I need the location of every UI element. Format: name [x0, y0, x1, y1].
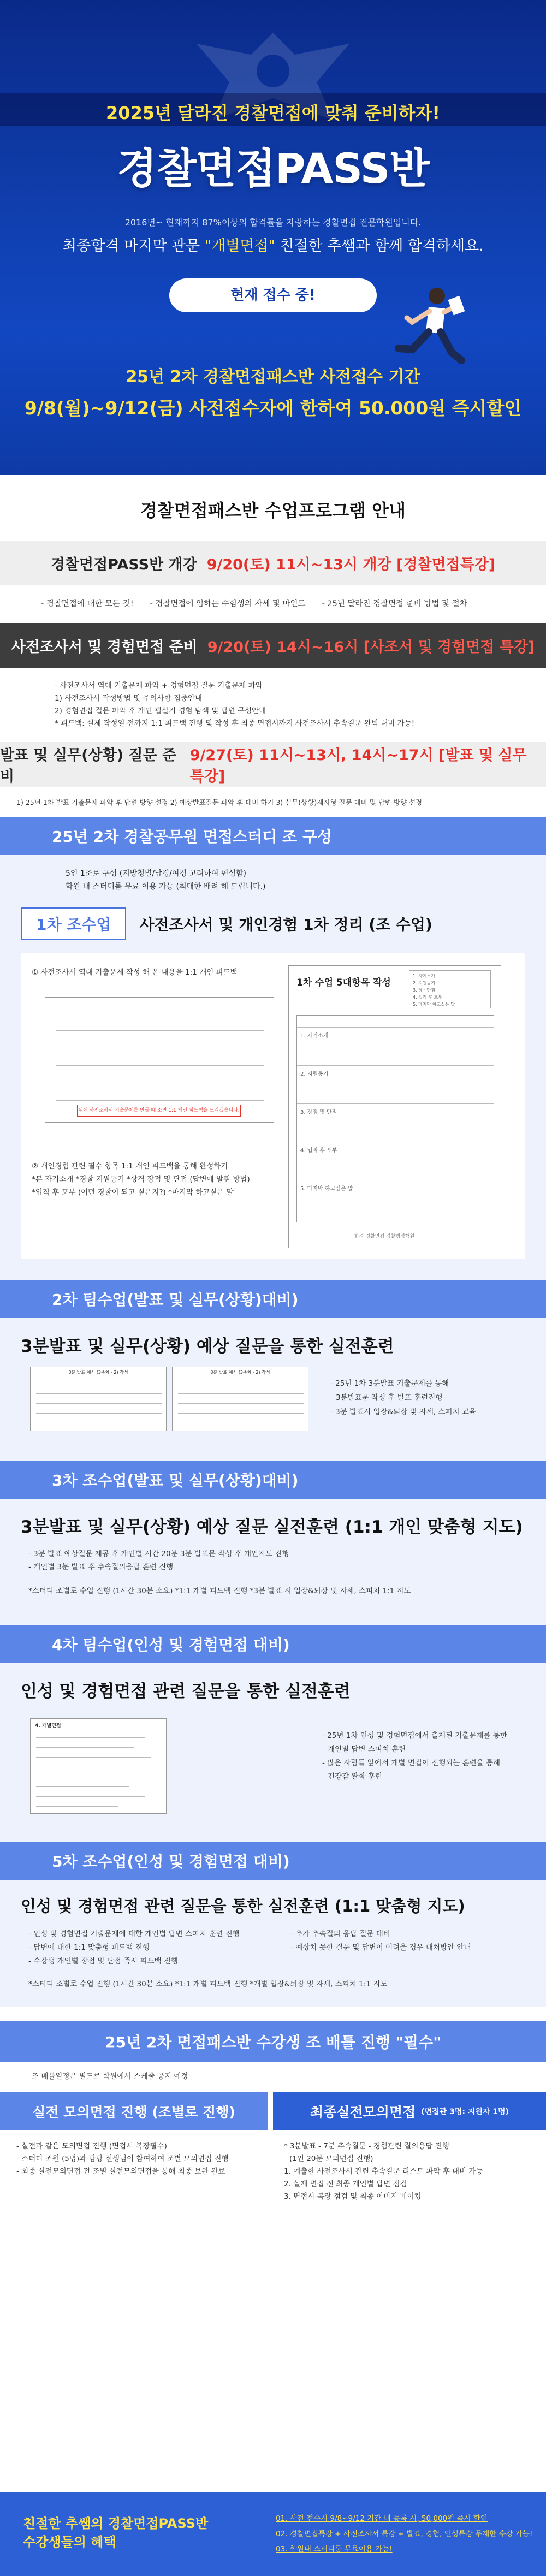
promo-period: 25년 2차 경찰면접패스반 사전접수 기간 [126, 367, 420, 387]
list-item: - 인성 및 경험면접 기출문제에 대한 개인별 답변 스피치 훈련 진행 [28, 1930, 240, 1938]
mock-right-note: (면접관 3명: 지원자 1명) [421, 2108, 509, 2116]
class-4-content [0, 1702, 546, 1833]
list-item: 긴장감 완화 훈련 [328, 1772, 382, 1781]
list-item: 3. 면접시 복장 점검 및 최종 이미지 메이킹 [284, 2192, 422, 2201]
list-item: (1인 20분 모의면접 진행) [289, 2154, 373, 2163]
table-row: 4. 입직 후 포부 [297, 1142, 494, 1180]
list-item: - 25년 달라진 경찰면접 준비 방법 및 절차 [322, 600, 467, 608]
benefits-title-2: 수강생들의 혜택 [23, 2535, 116, 2550]
table-row: 1. 자기소개 [297, 1028, 494, 1066]
mock-right-title: 최종실전모의면접 [310, 2104, 416, 2120]
class-4-title: 인성 및 경험면접 관련 질문을 통한 실전훈련 [21, 1682, 351, 1701]
tagline-highlight: "개별면접" [204, 238, 275, 254]
list-item: - 예상치 못한 질문 및 답변이 어려울 경우 대처방안 안내 [290, 1943, 471, 1952]
list-item: - 경찰면접에 임하는 수험생의 자세 및 마인드 [150, 600, 306, 608]
class-2-content [0, 1357, 546, 1444]
class-1-title: 사전조사서 및 개인경험 1차 정리 (조 수업) [139, 916, 432, 934]
list-item: 학원 내 스터디룸 무료 이용 가능 (최대한 배려 해 드립니다.) [66, 882, 266, 891]
class-1-p2 [32, 1160, 272, 1199]
class-1-tag: 1차 조수업 [21, 907, 126, 940]
list-item: - 최종 실전모의면접 전 조별 실전모의면접을 통해 최종 보완 완료 [16, 2167, 225, 2176]
list-item: *입직 후 포부 (어떤 경찰이 되고 싶은지?) *마지막 하고싶은 말 [32, 1188, 234, 1197]
step-3-date: 9/27(토) 11시~13시, 14시~17시 [발표 및 실무 특강] [189, 747, 527, 785]
list-item: 1) 사전조사서 작성방법 및 주의사항 집중안내 [55, 694, 203, 703]
list-item: 2) 경험면접 질문 파악 후 개인 필살기 경험 탐색 및 답변 구성안내 [55, 707, 266, 715]
list-item: - 추가 추속질의 응답 질문 대비 [290, 1930, 390, 1938]
form-table [296, 1015, 494, 1222]
benefits-title-1: 친절한 추쌤의 경찰면접PASS반 [23, 2516, 209, 2531]
study-lines [0, 855, 546, 893]
hero-headline: 2025년 달라진 경찰면접에 맞춰 준비하자! [106, 103, 440, 123]
list-item: 02. 경찰면접특강 + 사전조사서 특강 + 발표, 경험, 인성특강 무제한 수강 가능! [276, 2530, 533, 2538]
academy-logo: 한경 경찰면접 경찰행정학원 [354, 1234, 415, 1239]
benefits-section [0, 2492, 546, 2576]
mock-interview-details [0, 2130, 546, 2203]
step-2-bullets [0, 668, 546, 742]
interview-doc [30, 1718, 167, 1814]
speech-doc-2 [172, 1367, 308, 1431]
list-item: - 개인별 3분 발표 후 추속질의응답 훈련 진행 [28, 1563, 174, 1571]
apply-now-button[interactable]: 현재 접수 중! [169, 278, 377, 312]
mock-interview-headers [0, 2092, 546, 2130]
doc-header: 4. 개별면접 [35, 1723, 61, 1729]
list-item: 4. 입직 후 포부 [413, 995, 442, 1000]
class-1-p1: ① 사전조사서 역대 기출문제 작성 해 온 내용을 1:1 개인 피드백 [32, 968, 238, 977]
step-1-label: 경찰면접PASS반 개강 [50, 556, 197, 573]
form-title: 1차 수업 5대항목 작성 [296, 977, 391, 988]
list-item: - 25년 1차 3분발표 기출문제를 통해 [330, 1379, 449, 1388]
list-item: 2. 실제 면접 전 최종 개인별 답변 점검 [284, 2180, 407, 2188]
class-5-title: 인성 및 경험면접 관련 질문을 통한 실전훈련 (1:1 맞춤형 지도) [21, 1897, 465, 1915]
step-2-label: 사전조사서 및 경험면접 준비 [11, 638, 198, 656]
class-5-bar: 5차 조수업(인성 및 경험면접 대비) [0, 1842, 546, 1880]
hero-tagline [0, 234, 546, 255]
step-3-bullets [0, 787, 546, 817]
list-item: 1) 25년 1차 발표 기출문제 파악 후 답변 방향 설정 2) 예상발표질문 파악 후 대비 하기 3) 실무(상황)제시형 질문 대비 및 답변 방향 설정 [16, 798, 423, 806]
list-item: - 스터디 조원 (5명)과 담당 선생님이 참여하여 조별 모의면접 진행 [16, 2154, 229, 2163]
survey-red-note: 위에 사전조사서 기출문제를 만들 때 소면 1:1 개인 피드백을 드리겠습니다. [77, 1105, 241, 1117]
class-5-lines [0, 1916, 546, 1968]
class-1-card [21, 953, 525, 1259]
program-step-3 [0, 742, 546, 787]
class-4-bar: 4차 팀수업(인성 및 경험면접 대비) [0, 1625, 546, 1663]
list-item: 5. 마지막 하고싶은 말 [413, 1002, 455, 1007]
list-item: 5인 1조로 구성 (지방청별/남경/여경 고려하여 편성함) [66, 869, 246, 878]
list-item: 3분발표문 작성 후 발표 훈련진행 [336, 1393, 443, 1402]
class-3-title: 3분발표 및 실무(상황) 예상 질문 실전훈련 (1:1 개인 맞춤형 지도) [21, 1517, 523, 1537]
table-row: 5. 마지막 하고싶은 말 [300, 1186, 353, 1192]
list-item: - 수강생 개인별 장점 및 단점 즉시 피드백 진행 [28, 1957, 178, 1966]
list-item: - 답변에 대한 1:1 맞춤형 피드백 진행 [28, 1943, 150, 1952]
battle-bar: 25년 2차 면접패스반 수강생 조 배틀 진행 "필수" [0, 2021, 546, 2062]
tagline-part-a: 최종합격 마지막 관문 [62, 238, 200, 254]
tagline-part-b: 친절한 추쌤과 함께 합격하세요. [280, 238, 484, 254]
step-1-bullets [0, 585, 546, 623]
list-item: - 많은 사람들 앞에서 개별 면접이 진행되는 훈련을 통해 [322, 1759, 501, 1767]
promo-discount: 9/8(월)~9/12(금) 사전접수자에 한하여 50.000원 즉시할인 [24, 397, 522, 419]
list-item: 03. 학원내 스터디룸 무료이용 가능! [276, 2545, 393, 2554]
study-section [0, 817, 546, 2007]
class-2-title: 3분발표 및 실무(상황) 예상 질문을 통한 실전훈련 [21, 1337, 394, 1356]
list-item: 1. 자기소개 [413, 974, 436, 978]
program-title: 경찰면접패스반 수업프로그램 안내 [140, 500, 406, 521]
table-row: 2. 지원동기 [297, 1066, 494, 1104]
class-1-header [0, 893, 546, 940]
survey-document [45, 997, 274, 1123]
list-item: 3. 장 · 단점 [413, 988, 435, 993]
doc-header: 3분 발표 예시 (3주차 - 2) 작성 [210, 1370, 270, 1375]
list-item: - 25년 1차 인성 및 경험면접에서 출제된 기출문제를 통한 [322, 1731, 507, 1740]
battle-sub: 조 배틀일정은 별도로 학원에서 스케줄 공지 예정 [32, 2072, 188, 2081]
hero-subtitle: 2016년~ 현재까지 87%이상의 합격률을 자랑하는 경찰면접 전문학원입니다. [124, 217, 422, 228]
list-item: * 3분발표 - 7분 추속질문 - 경험관련 질의응답 진행 [284, 2142, 449, 2151]
mock-right-header [273, 2092, 546, 2130]
list-item: 2. 지원동기 [413, 981, 436, 986]
list-item: - 3분 발표 예상질문 제공 후 개인별 시간 20분 3분 발표문 작성 후 개인지도 진행 [28, 1550, 289, 1558]
class-3-note: *스터디 조별로 수업 진행 (1시간 30분 소요) *1:1 개별 피드백 진행 *3분 발표 시 입장&퇴장 및 자세, 스피치 1:1 지도 [28, 1587, 411, 1595]
hero-title: 경찰면접PASS반 [117, 144, 429, 193]
program-step-2 [0, 623, 546, 668]
class-2-bar: 2차 팀수업(발표 및 실무(상황)대비) [0, 1280, 546, 1318]
list-item: ② 개인경험 관련 필수 항목 1:1 개인 피드백을 통해 완성하기 [32, 1162, 228, 1171]
class-2-lines [330, 1376, 476, 1419]
list-item: - 3분 발표시 입장&퇴장 및 자세, 스피치 교육 [330, 1408, 476, 1416]
form-index-box [409, 970, 491, 1008]
class-3-bar: 3차 조수업(발표 및 실무(상황)대비) [0, 1461, 546, 1499]
runner-illustration-icon [390, 284, 467, 366]
step-1-date: 9/20(토) 11시~13시 개강 [경찰면접특강] [206, 556, 496, 573]
doc-header: 3분 발표 예시 (3주차 - 2) 작성 [68, 1370, 128, 1375]
list-item: - 사전조사서 역대 기출문제 파악 + 경험면접 질문 기출문제 파악 [55, 681, 263, 690]
five-items-form [288, 965, 501, 1248]
list-item: 개인별 답변 스피치 훈련 [328, 1745, 406, 1754]
list-item: *본 자기소개 *경찰 지원동기 *상격 장점 및 단점 (답변에 발휘 방법) [32, 1175, 250, 1184]
benefits-list [276, 2511, 532, 2557]
class-4-lines [322, 1729, 507, 1784]
speech-doc-1 [30, 1367, 167, 1431]
step-3-label: 발표 및 실무(상황) 질문 준비 [0, 747, 177, 785]
class-3-lines [0, 1538, 546, 1598]
mock-left-header: 실전 모의면접 진행 (조별로 진행) [0, 2092, 268, 2130]
list-item: 1. 예출한 사전조사서 관련 추속질문 리스트 파악 후 대비 가능 [284, 2167, 483, 2176]
hero-section [0, 0, 546, 475]
list-item: 01. 사전 접수시 9/8~9/12 기간 내 등록 시, 50,000원 즉시 할인 [276, 2514, 488, 2523]
table-row: 3. 장점 및 단점 [297, 1104, 494, 1142]
list-item: * 피드백: 실제 작성일 전까지 1:1 피드백 진행 및 작성 후 최종 면접시까지 사전조사서 추속질문 완벽 대비 가능! [55, 719, 415, 728]
class-5-note: *스터디 조별로 수업 진행 (1시간 30분 소요) *1:1 개별 피드백 진행 *개별 입장&퇴장 및 자세, 스피치 1:1 지도 [28, 1980, 388, 1989]
list-item: - 경찰면접에 대한 모든 것! [41, 600, 134, 608]
list-item: - 실전과 같은 모의면접 진행 (면접시 복장필수) [16, 2142, 167, 2151]
benefits-title [23, 2514, 208, 2551]
program-step-1 [0, 541, 546, 585]
step-2-date: 9/20(토) 14시~16시 [사조서 및 경험면접 특강] [207, 638, 535, 656]
study-bar: 25년 2차 경찰공무원 면접스터디 조 구성 [0, 817, 546, 855]
